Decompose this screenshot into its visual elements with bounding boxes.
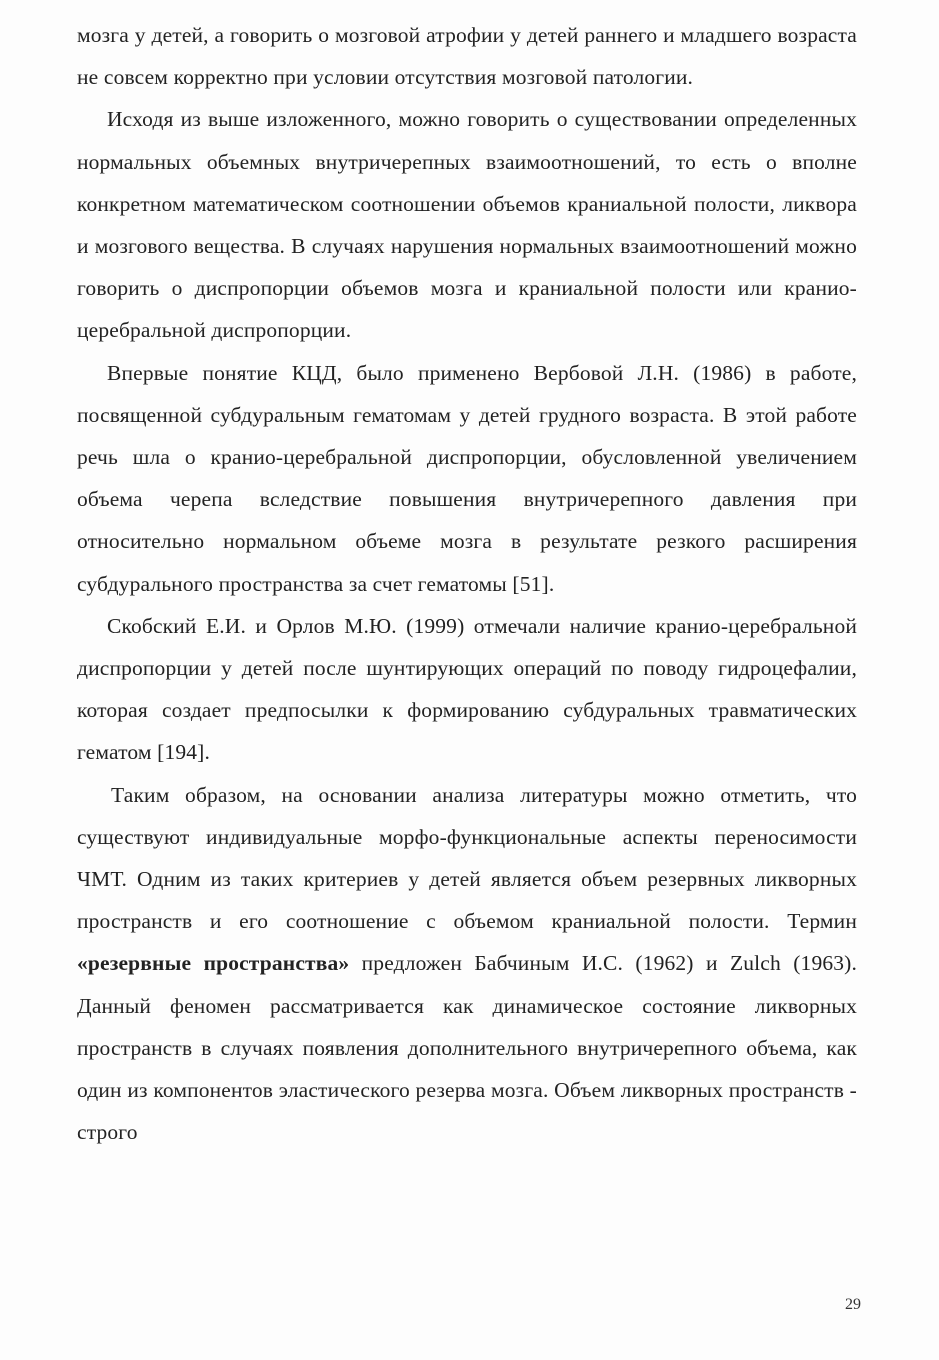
paragraph-2: Исходя из выше изложенного, можно говорить о существовании определенных нормальных объемных внутричерепных взаимоотношений, то есть о вполне конкретном математическом соотношении объемов краниальной полости, ликвора и мозгового вещества. В случаях нарушения нормальных взаимоотношений можно говорить о диспропорции объемов мозга и краниальной полости или кранио-церебральной диспропорции. — [77, 107, 857, 343]
paragraph-3: Впервые понятие КЦД, было применено Вербовой Л.Н. (1986) в работе, посвященной субдуральным гематомам у детей грудного возраста. В этой работе речь шла о кранио-церебральной диспропорции, обусловленной увеличением объема черепа вследствие повышения внутричерепного давления при относительно нормальном объеме мозга в результате резкого расширения субдурального пространства за счет гематомы [51]. — [77, 360, 857, 596]
paragraph-5-text-after: предложен Бабчиным И.С. (1962) и Zulch (1963). Данный феномен рассматривается как динамическое состояние ликворных пространств в случаях появления дополнительного внутричерепного объема, как один из компонентов эластического резерва мозга. Объем ликворных пространств - строго — [77, 951, 857, 1145]
paragraph-5 — [77, 774, 857, 1154]
paragraph-1: мозга у детей, а говорить о мозговой атрофии у детей раннего и младшего возраста не совсем корректно при условии отсутствия мозговой патологии. — [77, 23, 857, 90]
page-number: 29 — [845, 1296, 861, 1313]
paragraph-5-text-before: Таким образом, на основании анализа литературы можно отметить, что существуют индивидуальные морфо-функциональные аспекты переносимости ЧМТ. Одним из таких критериев у детей является объем резервных ликворных пространств и его соотношение с объемом краниальной полости. Термин — [77, 782, 857, 934]
paragraph-4: Скобский Е.И. и Орлов М.Ю. (1999) отмечали наличие кранио-церебральной диспропорции у детей после шунтирующих операций по поводу гидроцефалии, которая создает предпосылки к формированию субдуральных травматических гематом [194]. — [77, 613, 857, 765]
body-text — [77, 14, 857, 1153]
bold-term: «резервные пространства» — [77, 951, 350, 976]
